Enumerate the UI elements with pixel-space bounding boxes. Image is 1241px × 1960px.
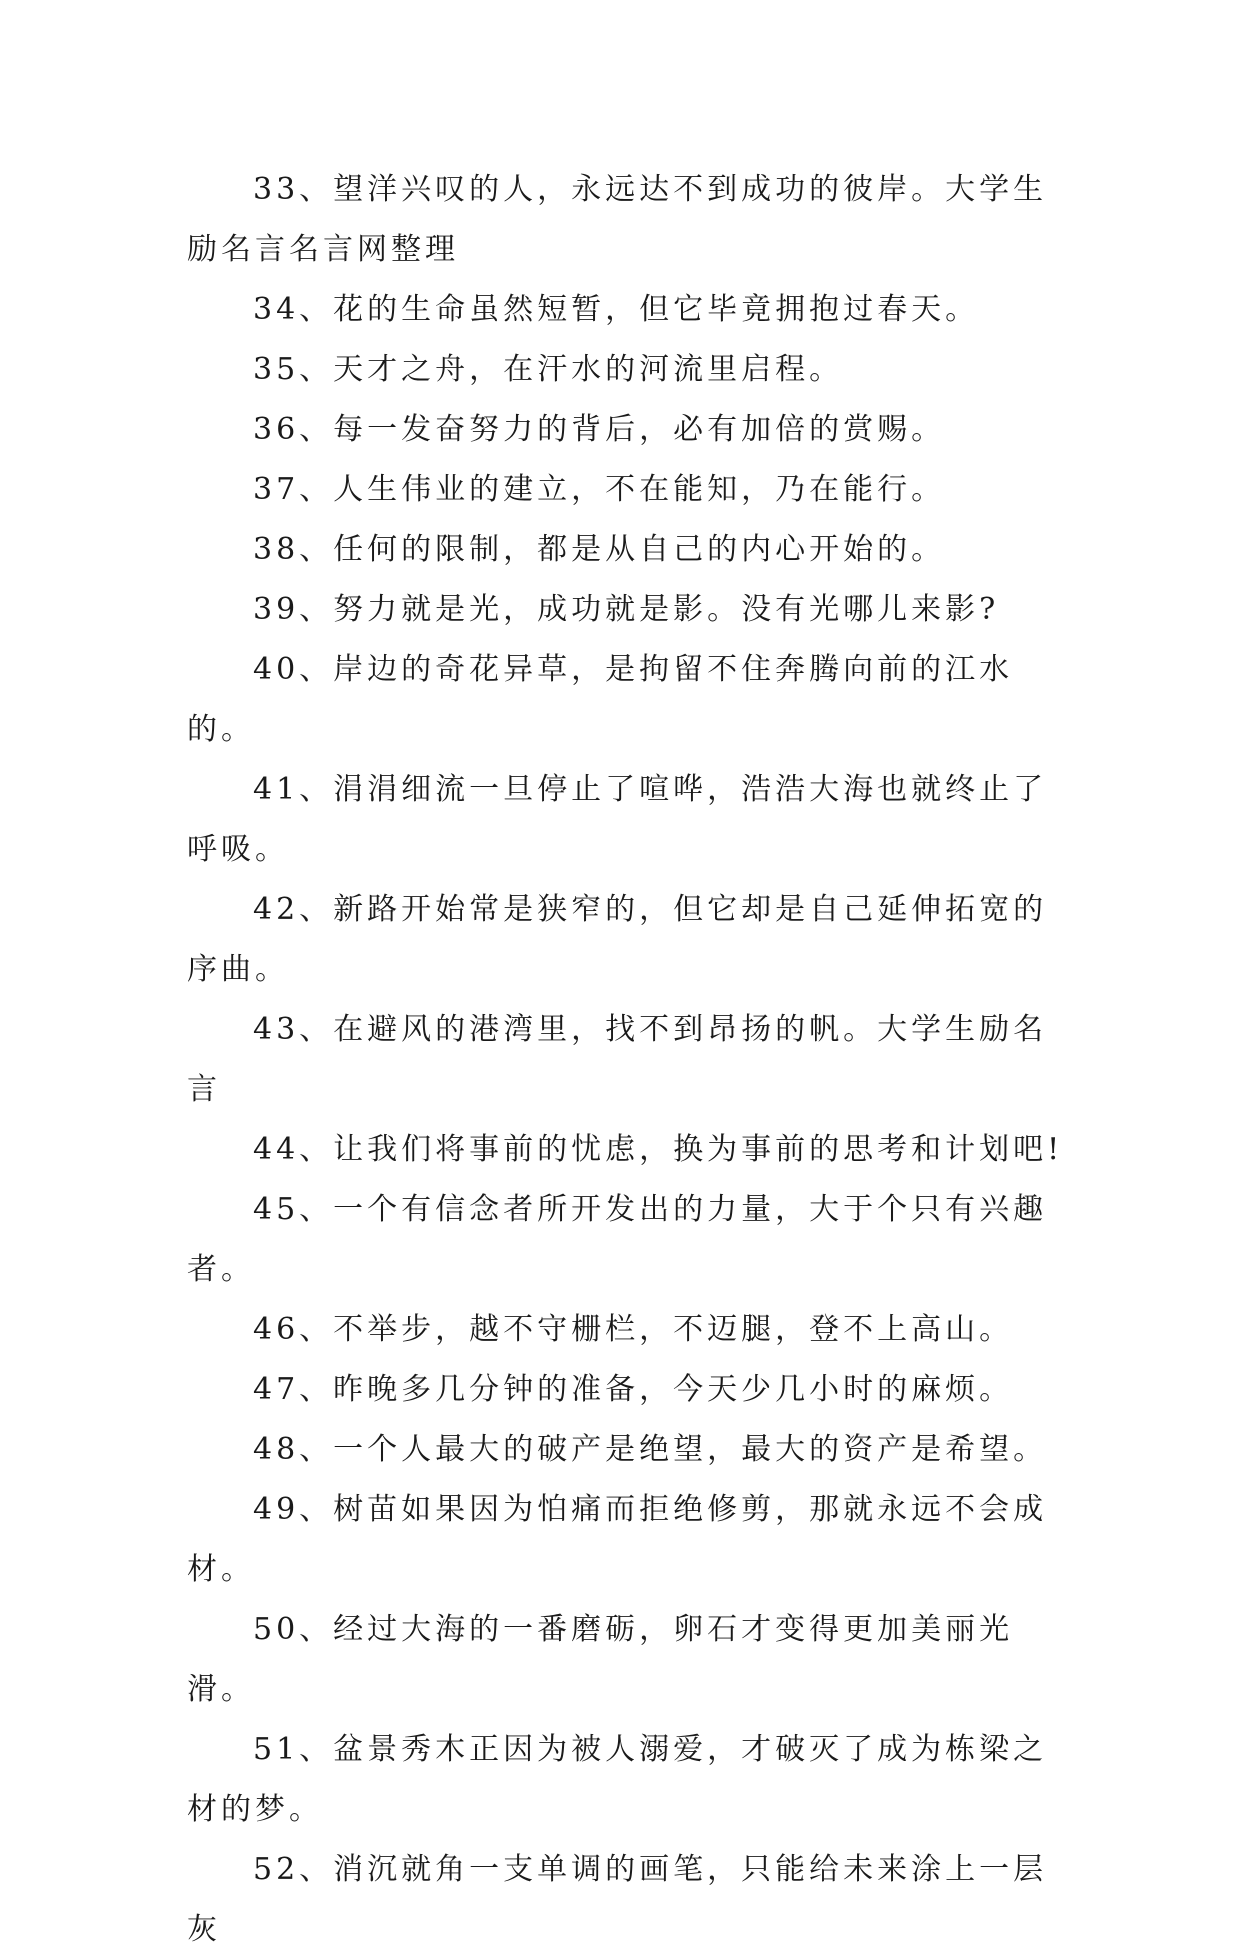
quote-item: 51、盆景秀木正因为被人溺爱，才破灭了成为栋梁之材的梦。 bbox=[187, 1732, 1048, 1827]
quote-item: 35、天才之舟，在汗水的河流里启程。 bbox=[253, 352, 844, 387]
quote-item: 40、岸边的奇花异草，是拘留不住奔腾向前的江水的。 bbox=[187, 652, 1014, 747]
quote-item: 48、一个人最大的破产是绝望，最大的资产是希望。 bbox=[253, 1432, 1048, 1467]
quote-item: 34、花的生命虽然短暂，但它毕竟拥抱过春天。 bbox=[253, 292, 980, 327]
quote-item: 39、努力就是光，成功就是影。没有光哪儿来影? bbox=[253, 592, 1000, 627]
quote-item: 44、让我们将事前的忧虑，换为事前的思考和计划吧! bbox=[253, 1132, 1064, 1167]
quote-list bbox=[187, 160, 1067, 1960]
quote-item: 41、涓涓细流一旦停止了喧哗，浩浩大海也就终止了呼吸。 bbox=[187, 772, 1048, 867]
quote-item: 38、任何的限制，都是从自己的内心开始的。 bbox=[253, 532, 946, 567]
quote-item: 49、树苗如果因为怕痛而拒绝修剪，那就永远不会成材。 bbox=[187, 1492, 1048, 1587]
quote-item: 45、一个有信念者所开发出的力量，大于个只有兴趣者。 bbox=[187, 1192, 1048, 1287]
quote-item: 43、在避风的港湾里，找不到昂扬的帆。大学生励名言 bbox=[187, 1012, 1048, 1107]
quote-item: 46、不举步，越不守栅栏，不迈腿，登不上高山。 bbox=[253, 1312, 1014, 1347]
quote-item: 52、消沉就角一支单调的画笔，只能给未来涂上一层灰 bbox=[187, 1852, 1048, 1947]
quote-item: 36、每一发奋努力的背后，必有加倍的赏赐。 bbox=[253, 412, 946, 447]
quote-item: 42、新路开始常是狭窄的，但它却是自己延伸拓宽的序曲。 bbox=[187, 892, 1048, 987]
quote-item: 50、经过大海的一番磨砺，卵石才变得更加美丽光滑。 bbox=[187, 1612, 1014, 1707]
quote-item: 47、昨晚多几分钟的准备，今天少几小时的麻烦。 bbox=[253, 1372, 1014, 1407]
quote-item: 33、望洋兴叹的人，永远达不到成功的彼岸。大学生励名言名言网整理 bbox=[187, 172, 1048, 267]
quote-item: 37、人生伟业的建立，不在能知，乃在能行。 bbox=[253, 472, 946, 507]
